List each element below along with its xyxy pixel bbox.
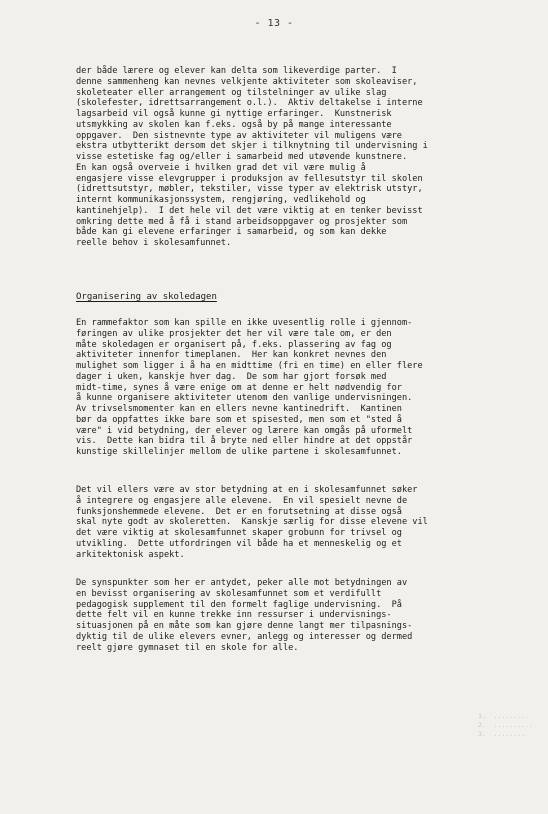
text-line: situasjonen på en måte som kan gjøre denne langt mer tilpasnings-: [76, 621, 413, 631]
text-line: midt-time, synes å være enige om at denne er helt nødvendig for: [76, 382, 402, 393]
text-line: arkitektonisk aspekt.: [76, 549, 185, 560]
text-line: funksjonshemmede elevene. Det er en forutsetning at disse også: [76, 506, 402, 517]
text-line: dette felt vil en kunne trekke inn ressurser i undervisnings-: [76, 610, 392, 621]
text-line: Av trivselsmomenter kan en ellers nevne kantinedrift. Kantinen: [76, 404, 402, 414]
text-line: 3. ........: [478, 730, 525, 738]
text-line: omkring dette med å få i stand arbeidsoppgaver og prosjekter som: [76, 216, 408, 227]
text-line: bør da oppfattes ikke bare som et spisested, men som et "sted å: [76, 414, 402, 425]
text-line: det være viktig at skolesamfunnet skaper grobunn for trivsel og: [76, 528, 402, 538]
text-line: der både lærere og elever kan delta som likeverdige parter. I: [76, 66, 397, 76]
text-line: internt kommunikasjonssystem, rengjøring, vedlikehold og: [76, 195, 366, 205]
text-line: (idrettsutstyr, møbler, tekstiler, visse typer av elektrisk utstyr,: [76, 184, 423, 195]
text-line: aktiviteter innenfor timeplanen. Her kan konkret nevnes den: [76, 350, 387, 361]
text-line: føringen av ulike prosjekter det her vil være tale om, er den: [76, 328, 392, 339]
text-line: skoleteater eller arrangement og tilstelninger av ulike slag: [76, 87, 387, 98]
text-line: De synspunkter som her er antydet, peker alle mot betydningen av: [76, 578, 408, 588]
text-line: 2. ..........: [478, 721, 533, 729]
text-line: dyktig til de ulike elevers evner, anlegg og interesser og dermed: [76, 631, 413, 642]
text-line: vis. Dette kan bidra til å bryte ned eller hindre at det oppstår: [76, 436, 413, 447]
text-line: En rammefaktor som kan spille en ikke uvesentlig rolle i gjennom-: [76, 318, 413, 328]
faded-footnotes: [478, 712, 533, 739]
text-line: å integrere og engasjere alle elevene. En vil spesielt nevne de: [76, 495, 408, 506]
text-line: være" i vid betydning, der elever og lærere kan omgås på uformelt: [76, 425, 413, 436]
text-line: dager i uken, kanskje hver dag. De som har gjort forsøk med: [76, 371, 387, 382]
text-line: reelle behov i skolesamfunnet.: [76, 238, 232, 248]
paragraph-school-day: [76, 318, 496, 458]
text-line: engasjere visse elevgrupper i produksjon av fellesutstyr til skolen: [76, 173, 423, 184]
text-line: Det vil ellers være av stor betydning at en i skolesamfunnet søker: [76, 485, 418, 495]
text-line: skal nyte godt av skoleretten. Kanskje særlig for disse elevene vil: [76, 517, 428, 528]
text-line: utsmykking av skolen kan f.eks. også by på mange interessante: [76, 119, 392, 130]
text-line: reelt gjøre gymnaset til en skole for alle.: [76, 642, 299, 653]
text-line: pedagogisk supplement til den formelt faglige undervisning. På: [76, 599, 402, 610]
text-line: kunstige skillelinjer mellom de ulike partene i skolesamfunnet.: [76, 447, 402, 457]
text-line: mulighet som ligger i å ha en midttime (fri en time) en eller flere: [76, 361, 423, 371]
section-heading: Organisering av skoledagen: [76, 292, 217, 302]
text-line: både kan gi elevene erfaringer i samarbeid, og som kan dekke: [76, 227, 387, 238]
paragraph-integration: [76, 485, 496, 560]
text-line: utvikling. Dette utfordringen vil både ha et menneskelig og et: [76, 538, 402, 549]
page-number: - 13 -: [254, 18, 294, 29]
text-line: (skolefester, idrettsarrangement o.l.). Aktiv deltakelse i interne: [76, 98, 423, 109]
text-line: oppgaver. Den sistnevnte type av aktiviteter vil muligens være: [76, 130, 402, 141]
text-line: visse estetiske fag og/eller i samarbeid med utøvende kunstnere.: [76, 152, 408, 162]
text-line: En kan også overveie i hvilken grad det vil være mulig å: [76, 162, 366, 173]
text-line: kantinehjelp). I det hele vil det være viktig at en tenker bevisst: [76, 205, 423, 216]
text-line: å kunne organisere aktiviteter utenom den vanlige undervisningen.: [76, 393, 413, 404]
paragraph-conclusion: [76, 578, 496, 653]
paragraph-school-activities: [76, 66, 496, 249]
text-line: 1. .........: [478, 712, 529, 720]
text-line: ekstra utbytterikt dersom det skjer i tilknytning til undervisning i: [76, 141, 428, 152]
text-line: denne sammenheng kan nevnes velkjente aktiviteter som skoleaviser,: [76, 76, 418, 87]
text-line: en bevisst organisering av skolesamfunnet som et verdifullt: [76, 588, 382, 599]
text-line: måte skoledagen er organisert på, f.eks. plassering av fag og: [76, 339, 392, 350]
text-line: lagsarbeid vil også kunne gi nyttige erfaringer. Kunstnerisk: [76, 109, 392, 119]
